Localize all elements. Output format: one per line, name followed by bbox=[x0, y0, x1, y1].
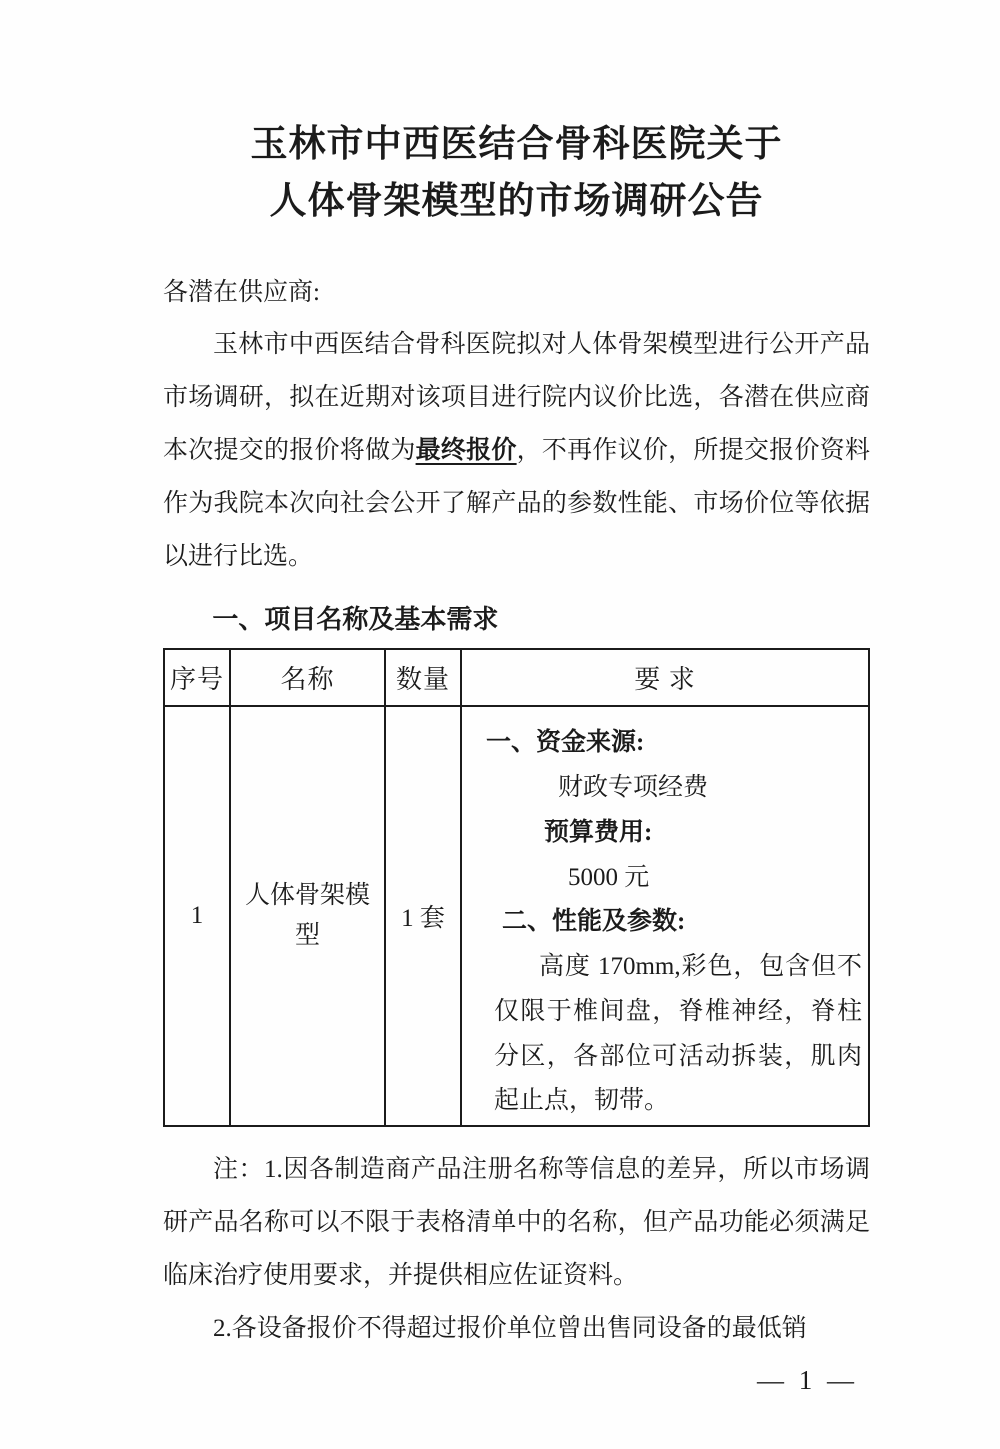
intro-paragraph bbox=[163, 318, 870, 583]
table-row bbox=[164, 706, 869, 1126]
requirement-budget-label: 预算费用: bbox=[544, 818, 653, 846]
section-heading-project: 一、项目名称及基本需求 bbox=[212, 603, 499, 634]
table-header-index: 序号 bbox=[164, 649, 230, 706]
table-header-name: 名称 bbox=[230, 649, 385, 706]
cell-quantity: 1 套 bbox=[385, 706, 461, 1126]
cell-name: 人体骨架模型 bbox=[230, 706, 385, 1126]
note-2: 2.各设备报价不得超过报价单位曾出售同设备的最低销 bbox=[213, 1314, 807, 1342]
note-1: 注：1.因各制造商产品注册名称等信息的差异，所以市场调研产品名称可以不限于表格清单中的名称，但产品功能必须满足临床治疗使用要求，并提供相应佐证资料。 bbox=[163, 1155, 870, 1289]
cell-requirements bbox=[461, 706, 869, 1126]
document-title bbox=[163, 116, 870, 231]
salutation: 各潜在供应商: bbox=[163, 278, 320, 306]
requirement-spec-value: 高度 170mm,彩色，包含但不仅限于椎间盘，脊椎神经，脊柱分区，各部位可活动拆装，肌肉起止点，韧带。 bbox=[494, 953, 862, 1115]
intro-text-part2: ，不再作议价，所提交报价资料作为我院本次向社会公开了解产品的参数性能、市场价位等依据以进行比选。 bbox=[163, 436, 870, 570]
requirement-spec-label: 二、性能及参数: bbox=[502, 908, 686, 936]
document-title-line1: 玉林市中西医结合骨科医院关于 bbox=[250, 124, 783, 165]
requirement-funding-label: 一、资金来源: bbox=[486, 729, 645, 757]
table-header-requirements: 要 求 bbox=[461, 649, 869, 706]
document-title-line2: 人体骨架模型的市场调研公告 bbox=[269, 181, 764, 223]
page-number: — 1 — bbox=[757, 1364, 858, 1395]
requirement-funding-value: 财政专项经费 bbox=[558, 774, 709, 802]
requirement-budget-value: 5000 元 bbox=[568, 863, 650, 891]
table-header-quantity: 数量 bbox=[385, 649, 461, 706]
table-header-row bbox=[164, 649, 869, 706]
final-quote-emphasis: 最终报价 bbox=[415, 436, 517, 464]
cell-index: 1 bbox=[164, 706, 230, 1126]
requirements-table bbox=[163, 648, 870, 1127]
intro-text-part1: 玉林市中西医结合骨科医院拟对人体骨架模型进行公开产品市场调研，拟在近期对该项目进行院内议价比选，各潜在供应商本次提交的报价将做为 bbox=[163, 330, 870, 464]
